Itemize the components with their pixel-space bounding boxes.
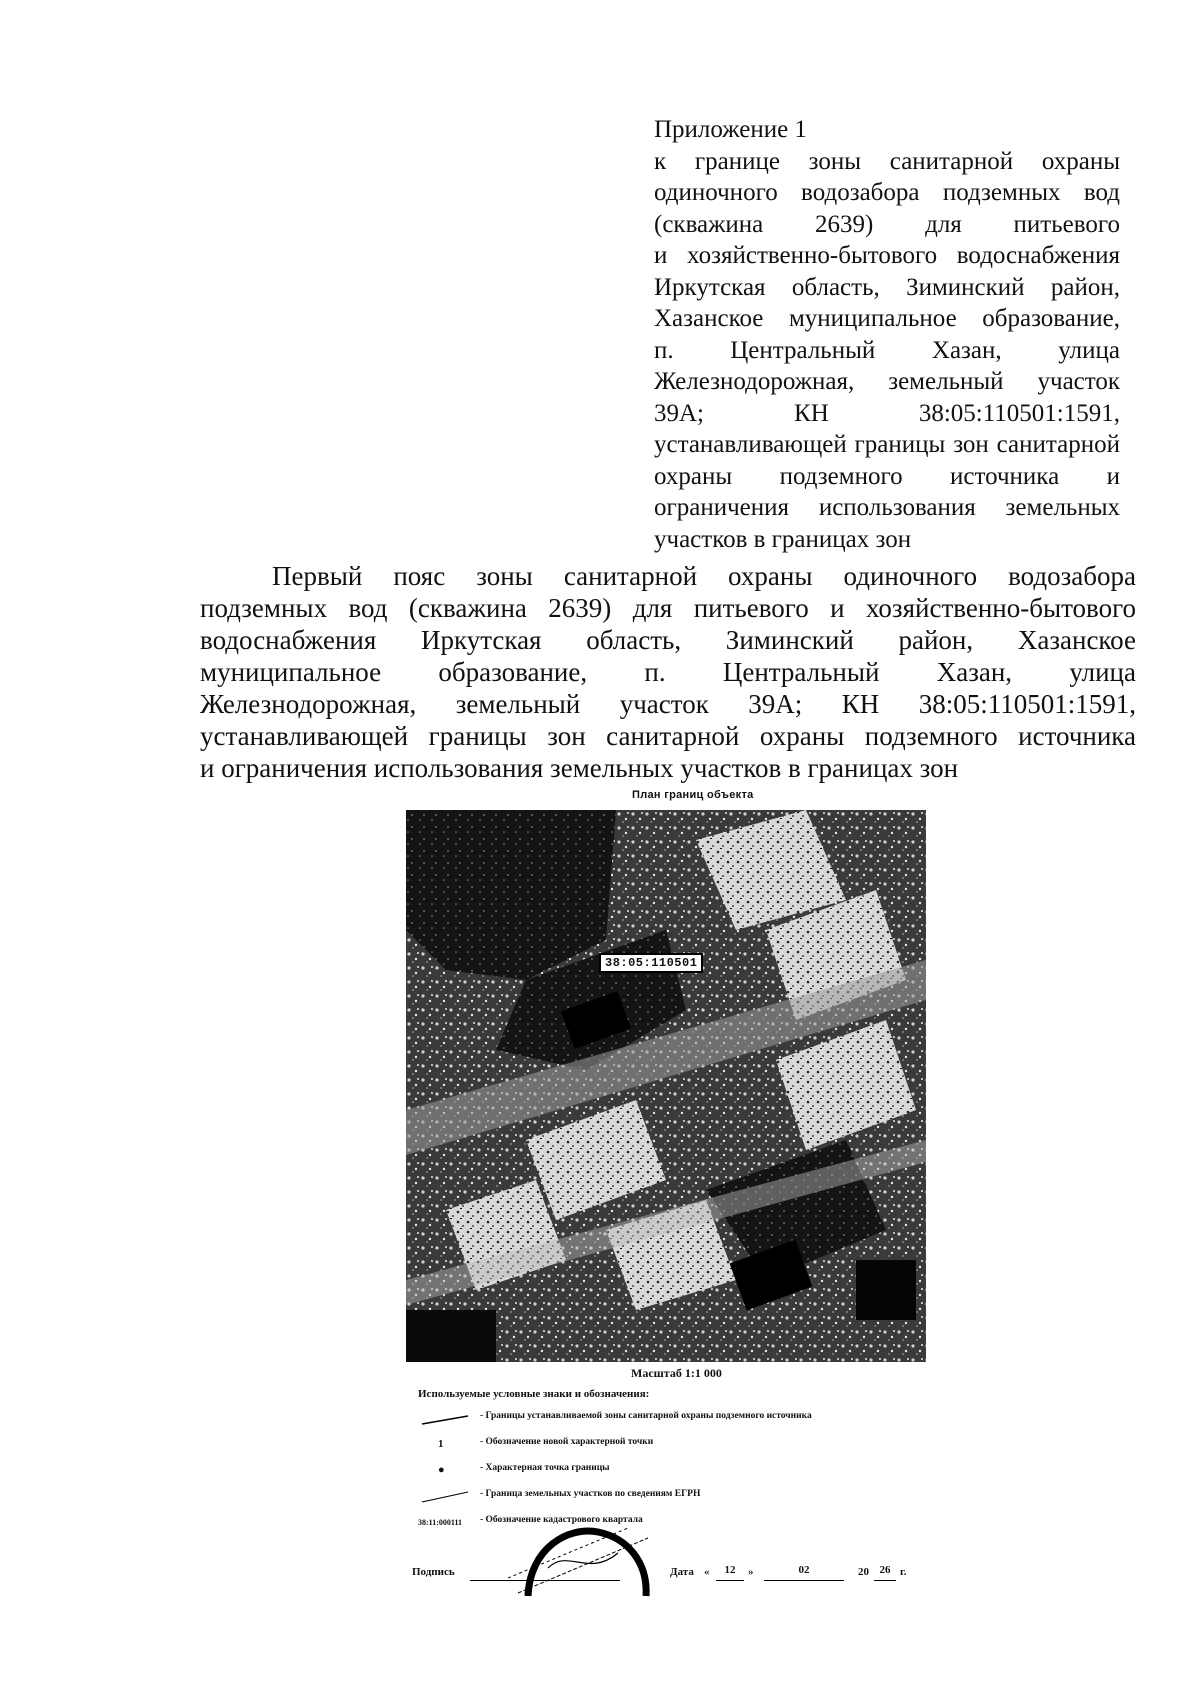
appendix-line: п. Центральный Хазан, улица <box>654 336 1120 364</box>
aerial-map-image <box>406 810 926 1362</box>
appendix-line: ограничения использования земельных <box>654 494 1120 521</box>
legend-item <box>418 1486 938 1506</box>
title-line: Железнодорожная, земельный участок 39А; КН 38:05:110501:1591, <box>200 689 1136 719</box>
legend-item <box>418 1408 938 1428</box>
appendix-line: охраны подземного источника и <box>654 462 1120 490</box>
date-label: Дата <box>670 1566 694 1578</box>
quote-open: « <box>704 1566 710 1578</box>
title-line: водоснабжения Иркутская область, Зиминский район, Хазанское <box>200 625 1136 655</box>
appendix-line: Приложение 1 <box>654 116 807 143</box>
date-year: 26 <box>874 1564 896 1581</box>
appendix-line: Иркутская область, Зиминский район, <box>654 273 1120 301</box>
boundary-line-symbol <box>418 1408 482 1428</box>
title-line: подземных вод (скважина 2639) для питьевого и хозяйственно-бытового <box>200 593 1136 623</box>
plan-caption: План границ объекта <box>632 789 754 801</box>
document-title <box>200 560 1136 784</box>
appendix-header <box>654 114 1120 555</box>
signature-row <box>412 1562 932 1586</box>
legend-text: - Характерная точка границы <box>480 1463 610 1473</box>
date-day: 12 <box>716 1564 744 1581</box>
title-line: и ограничения использования земельных участков в границах зон <box>200 753 959 783</box>
aerial-map <box>406 810 926 1362</box>
quote-close: » <box>748 1566 754 1578</box>
appendix-line: устанавливающей границы зон санитарной <box>654 431 1120 458</box>
legend-text: - Обозначение новой характерной точки <box>480 1437 654 1447</box>
boundary-point-icon: ● <box>438 1464 445 1476</box>
title-line: устанавливающей границы зон санитарной охраны подземного источника <box>200 721 1136 751</box>
cadastral-quarter-label: 38:05:110501 <box>599 953 703 973</box>
appendix-line: 39А; КН 38:05:110501:1591, <box>654 399 1120 427</box>
date-year-end: г. <box>900 1566 907 1578</box>
legend-item <box>418 1512 938 1532</box>
appendix-line: и хозяйственно-бытового водоснабжения <box>654 242 1120 269</box>
title-line: муниципальное образование, п. Центральный Хазан, улица <box>200 657 1136 687</box>
legend-text: - Обозначение кадастрового квартала <box>480 1515 643 1525</box>
appendix-line: одиночного водозабора подземных вод <box>654 179 1120 206</box>
cadastral-quarter-symbol: 38:11:000111 <box>418 1518 463 1527</box>
parcel-boundary-symbol <box>418 1486 482 1506</box>
appendix-line: (скважина 2639) для питьевого <box>654 210 1120 238</box>
appendix-line: к границе зоны санитарной охраны <box>654 147 1120 175</box>
legend-item <box>418 1434 938 1454</box>
date-month: 02 <box>764 1564 844 1581</box>
legend-item <box>418 1460 938 1480</box>
legend-text: - Границы устанавливаемой зоны санитарной охраны подземного источника <box>480 1411 812 1421</box>
signature-field <box>470 1564 620 1581</box>
title-line: Первый пояс зоны санитарной охраны одиночного водозабора <box>272 561 1136 591</box>
appendix-line: Железнодорожная, земельный участок <box>654 368 1120 395</box>
appendix-line: Хазанское муниципальное образование, <box>654 305 1120 332</box>
legend-title: Используемые условные знаки и обозначения: <box>418 1388 650 1400</box>
signature-label: Подпись <box>412 1566 455 1578</box>
date-year-prefix: 20 <box>858 1566 869 1578</box>
point-number-symbol: 1 <box>438 1438 444 1450</box>
map-scale: Масштаб 1:1 000 <box>631 1366 722 1380</box>
appendix-line: участков в границах зон <box>654 525 912 553</box>
legend-text: - Граница земельных участков по сведениям ЕГРН <box>480 1489 701 1499</box>
